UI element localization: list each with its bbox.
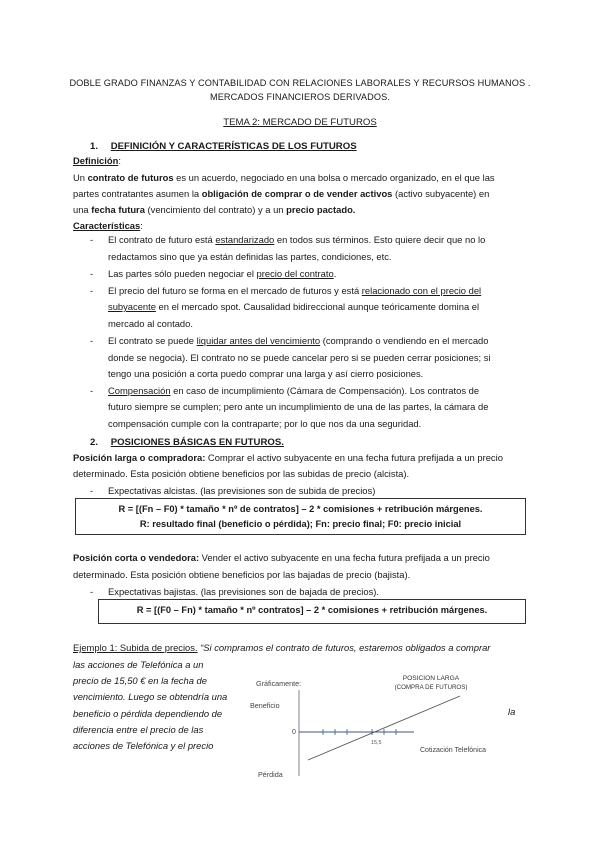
definition-label: Definición [73,155,119,166]
example-line-7: acciones de Telefónica y el precio [73,740,214,751]
header-line-1: DOBLE GRADO FINANZAS Y CONTABILIDAD CON RELACIONES LABORALES Y RECURSOS HUMANOS . [69,78,531,88]
example-line-1: Ejemplo 1: Subida de precios. “Si compramos el contrato de futuros, estaremos obligados a comprar [73,642,491,653]
definition-line-3: una fecha futura (vencimiento del contrato) y a un precio pactado. [73,204,356,215]
section-2-title: POSICIONES BÁSICAS EN FUTUROS. [110,437,284,448]
bullet-5-line-1: Compensación en caso de incumplimiento (Cámara de Compensación). Los contratos de [108,385,480,396]
diagram-y-label: Gráficamente: [256,679,302,688]
short-position-line-2: determinado. Esta posición obtiene beneficios por las bajadas de precio (bajista). [73,569,411,580]
short-formula: R = [(F0 – Fn) * tamaño * nº contratos] – 2 * comisiones + retribución márgenes. [136,605,488,615]
short-formula-box [98,599,526,624]
characteristics-label: Características [73,220,141,231]
example-line-2: las acciones de Telefónica a un [73,659,204,670]
diagram-title-2: (COMPRA DE FUTUROS) [394,684,468,691]
bullet-dash: - [90,385,94,396]
long-position-line-2: determinado. Esta posición obtiene beneficios por las subidas de precio (alcista). [73,468,410,479]
bullet-1-line-1: El contrato de futuro está estandarizado en todos sus términos. Esto quiere decir que no lo [108,234,486,245]
section-1-title: DEFINICIÓN Y CARACTERÍSTICAS DE LOS FUTUROS [110,141,357,152]
bullet-dash: - [90,485,94,496]
long-formula-legend: R: resultado final (beneficio o pérdida); Fn: precio final; F0: precio inicial [139,519,462,529]
diagram-loss-label: Pérdida [258,770,283,779]
long-position-label: Posición larga o compradora: [73,452,206,463]
bullet-dash: - [90,586,94,597]
diagram-title-1: POSICION LARGA [402,675,460,682]
short-position-label: Posición corta o vendedora: [73,552,200,563]
diagram-price-tick-label: 15,5 [371,740,382,746]
diagram-zero-label: 0 [292,729,296,736]
bullet-4-line-3: tengo una posición a corta puedo comprar una larga y así cierro posiciones. [108,368,424,379]
bullet-3-line-3: mercado al contado. [108,318,193,329]
example-line-3: precio de 15,50 € en la fecha de [73,675,207,686]
bullet-3-line-2: subyacente en el mercado spot. Causalidad bidireccional aunque teóricamente domina el [108,301,480,312]
bullet-3-line-1: El precio del futuro se forma en el mercado de futuros y está relacionado con el precio del [108,285,482,296]
long-position-line-1: Posición larga o compradora: Comprar el activo subyacente en una fecha futura prefijada a un precio [73,452,503,463]
diagram-profit-label: Beneficio [250,701,280,710]
short-position-line-1: Posición corta o vendedora: Vender el activo subyacente en una fecha futura prefijada a un precio [73,552,490,563]
section-2-number: 2. [90,437,99,448]
diagram-x-label: Cotización Telefónica [420,747,487,754]
section-2-heading [90,437,284,448]
section-1-heading [90,141,357,152]
definition-line-2: partes contratantes asumen la obligación de comprar o de vender activos (activo subyacente) en [73,188,490,199]
long-position-diagram [248,670,508,780]
long-formula: R = [(Fn – F0) * tamaño * nº de contratos] – 2 * comisiones + retribución márgenes. [118,504,483,514]
example-line-4: vencimiento. Luego se obtendría una [73,691,228,702]
long-expectations: Expectativas alcistas. (las previsiones son de subida de precios) [108,485,376,496]
tema-title: TEMA 2: MERCADO DE FUTUROS [223,117,377,128]
bullet-4-line-1: El contrato se puede liquidar antes del vencimiento (comprando o vendiendo en el mercado [108,335,489,346]
bullet-dash: - [90,285,94,296]
example-continuation: la [508,706,516,717]
bullet-dash: - [90,268,94,279]
header-line-2: MERCADOS FINANCIEROS DERIVADOS. [209,92,391,102]
bullet-dash: - [90,335,94,346]
bullet-5-line-3: compensación cumple con la contraparte; por lo que nos da una seguridad. [108,418,422,429]
bullet-dash: - [90,234,94,245]
definition-line-1: Un contrato de futuros es un acuerdo, negociado en una bolsa o mercado organizado, en el que las [73,172,495,183]
bullet-1-line-2: redactamos sino que ya están definidas las partes, condiciones, etc. [108,251,392,262]
characteristics-label-row: Características: [73,220,143,231]
bullet-5-line-2: futuro siempre se cumplen; pero ante un incumplimiento de una de las partes, la cámara de [108,401,489,412]
definition-label-row: Definición: [73,155,121,166]
short-expectations: Expectativas bajistas. (las previsiones son de bajada de precios). [108,586,379,597]
section-1-number: 1. [90,141,99,152]
example-line-5: beneficio o pérdida dependiendo de [73,708,223,719]
example-label: Ejemplo 1: Subida de precios. [73,642,198,653]
bullet-4-line-2: donde se negocia). El contrato no se puede cancelar pero si se pueden cerrar posiciones; si [108,352,491,363]
example-line-6: diferencia entre el precio de las [73,724,204,735]
long-formula-box [75,498,526,535]
bullet-2-line-1: Las partes sólo pueden negociar el precio del contrato. [108,268,337,279]
